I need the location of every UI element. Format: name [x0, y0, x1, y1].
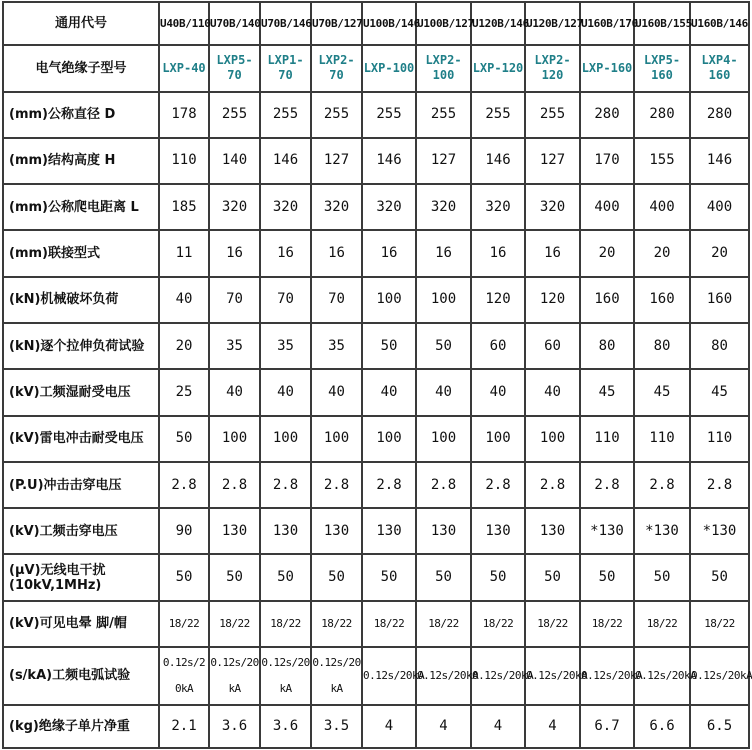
value-cell: 16	[416, 230, 471, 276]
value-cell: 60	[525, 323, 580, 369]
value-cell: 6.5	[690, 705, 749, 748]
value-cell: 320	[260, 184, 311, 230]
value-cell: 255	[209, 92, 260, 138]
value-cell: 50	[634, 554, 690, 600]
value-cell: 146	[362, 138, 416, 184]
spec-row	[3, 138, 749, 184]
value-cell: 50	[416, 554, 471, 600]
value-cell: 130	[416, 508, 471, 554]
model-cell: LXP-100	[362, 45, 416, 91]
value-cell: 40	[209, 369, 260, 415]
value-cell: 155	[634, 138, 690, 184]
value-cell: 130	[471, 508, 525, 554]
value-cell: 110	[634, 416, 690, 462]
value-cell: 0.12s/20kA	[209, 647, 260, 705]
value-cell: 18/22	[525, 601, 580, 647]
value-cell: 0.12s/20kA	[416, 647, 471, 705]
param-label: (P.U)冲击击穿电压	[3, 462, 159, 508]
value-cell: 110	[580, 416, 634, 462]
value-cell: 0.12s/20kA	[159, 647, 209, 705]
value-cell: 146	[690, 138, 749, 184]
value-cell: 50	[690, 554, 749, 600]
value-cell: 20	[690, 230, 749, 276]
spec-row	[3, 601, 749, 647]
value-cell: 100	[311, 416, 362, 462]
value-cell: 320	[362, 184, 416, 230]
type-code-cell: U160B/146	[690, 2, 749, 45]
value-cell: 16	[471, 230, 525, 276]
value-cell: 178	[159, 92, 209, 138]
value-cell: 18/22	[690, 601, 749, 647]
param-label: (kV)可见电晕 脚/帽	[3, 601, 159, 647]
value-cell: 25	[159, 369, 209, 415]
value-cell: 0.12s/20kA	[471, 647, 525, 705]
model-cell: LXP-40	[159, 45, 209, 91]
value-cell: 320	[471, 184, 525, 230]
value-cell: 50	[416, 323, 471, 369]
value-cell: 130	[362, 508, 416, 554]
param-label: (kV)工频击穿电压	[3, 508, 159, 554]
value-cell: 2.8	[580, 462, 634, 508]
value-cell: 50	[525, 554, 580, 600]
value-cell: 45	[690, 369, 749, 415]
header-label: 通用代号	[3, 2, 159, 45]
spec-row	[3, 508, 749, 554]
spec-row	[3, 92, 749, 138]
value-cell: 18/22	[634, 601, 690, 647]
type-code-cell: U70B/146	[260, 2, 311, 45]
value-cell: 70	[209, 277, 260, 323]
value-cell: 16	[362, 230, 416, 276]
value-cell: 160	[690, 277, 749, 323]
value-cell: 45	[580, 369, 634, 415]
value-cell: 120	[525, 277, 580, 323]
value-cell: 0.12s/20kA	[580, 647, 634, 705]
type-code-cell: U160B/155	[634, 2, 690, 45]
header-row	[3, 2, 749, 45]
value-cell: 2.8	[525, 462, 580, 508]
model-cell: LXP-160	[580, 45, 634, 91]
value-cell: 110	[690, 416, 749, 462]
value-cell: 4	[525, 705, 580, 748]
value-cell: 90	[159, 508, 209, 554]
value-cell: 140	[209, 138, 260, 184]
value-cell: 320	[525, 184, 580, 230]
value-cell: 80	[690, 323, 749, 369]
value-cell: 18/22	[311, 601, 362, 647]
value-cell: 130	[260, 508, 311, 554]
param-label: (kV)雷电冲击耐受电压	[3, 416, 159, 462]
value-cell: 50	[362, 554, 416, 600]
value-cell: 3.6	[260, 705, 311, 748]
value-cell: 400	[690, 184, 749, 230]
value-cell: 130	[525, 508, 580, 554]
value-cell: 255	[416, 92, 471, 138]
value-cell: 100	[471, 416, 525, 462]
value-cell: 18/22	[580, 601, 634, 647]
value-cell: 40	[471, 369, 525, 415]
type-code-cell: U100B/127	[416, 2, 471, 45]
value-cell: 6.7	[580, 705, 634, 748]
value-cell: 127	[416, 138, 471, 184]
value-cell: 50	[362, 323, 416, 369]
value-cell: 50	[580, 554, 634, 600]
value-cell: 2.8	[471, 462, 525, 508]
value-cell: *130	[580, 508, 634, 554]
value-cell: 127	[311, 138, 362, 184]
type-code-cell: U120B/146	[471, 2, 525, 45]
value-cell: 320	[311, 184, 362, 230]
value-cell: 280	[690, 92, 749, 138]
model-cell: LXP-120	[471, 45, 525, 91]
value-cell: 50	[209, 554, 260, 600]
value-cell: 127	[525, 138, 580, 184]
value-cell: 130	[311, 508, 362, 554]
spec-row	[3, 462, 749, 508]
model-cell: LXP4-160	[690, 45, 749, 91]
model-row-label: 电气绝缘子型号	[3, 45, 159, 91]
value-cell: 70	[260, 277, 311, 323]
value-cell: 400	[634, 184, 690, 230]
value-cell: 100	[362, 416, 416, 462]
param-label: (mm)结构高度 H	[3, 138, 159, 184]
value-cell: 80	[580, 323, 634, 369]
model-cell: LXP5-160	[634, 45, 690, 91]
value-cell: 400	[580, 184, 634, 230]
value-cell: 35	[311, 323, 362, 369]
value-cell: 35	[209, 323, 260, 369]
value-cell: 40	[416, 369, 471, 415]
value-cell: 18/22	[260, 601, 311, 647]
value-cell: 185	[159, 184, 209, 230]
value-cell: 40	[159, 277, 209, 323]
value-cell: 280	[580, 92, 634, 138]
value-cell: 100	[416, 416, 471, 462]
value-cell: 2.8	[159, 462, 209, 508]
model-cell: LXP2-120	[525, 45, 580, 91]
value-cell: 40	[311, 369, 362, 415]
value-cell: 40	[362, 369, 416, 415]
arc-test-row	[3, 647, 749, 705]
value-cell: 20	[580, 230, 634, 276]
value-cell: 255	[362, 92, 416, 138]
value-cell: 255	[311, 92, 362, 138]
value-cell: 11	[159, 230, 209, 276]
value-cell: 146	[260, 138, 311, 184]
value-cell: 120	[471, 277, 525, 323]
value-cell: 280	[634, 92, 690, 138]
value-cell: 16	[311, 230, 362, 276]
value-cell: 110	[159, 138, 209, 184]
value-cell: 16	[260, 230, 311, 276]
value-cell: 0.12s/20kA	[690, 647, 749, 705]
value-cell: 18/22	[209, 601, 260, 647]
value-cell: 50	[260, 554, 311, 600]
type-code-cell: U120B/127	[525, 2, 580, 45]
param-label: (mm)联接型式	[3, 230, 159, 276]
value-cell: 100	[525, 416, 580, 462]
value-cell: 40	[525, 369, 580, 415]
value-cell: 0.12s/20kA	[634, 647, 690, 705]
param-label: (kg)绝缘子单片净重	[3, 705, 159, 748]
value-cell: 0.12s/20kA	[311, 647, 362, 705]
value-cell: 2.8	[690, 462, 749, 508]
value-cell: 2.8	[416, 462, 471, 508]
value-cell: 20	[634, 230, 690, 276]
value-cell: 160	[634, 277, 690, 323]
value-cell: 160	[580, 277, 634, 323]
value-cell: 18/22	[471, 601, 525, 647]
model-cell: LXP2-70	[311, 45, 362, 91]
param-label: (mm)公称直径 D	[3, 92, 159, 138]
param-label: (kN)机械破坏负荷	[3, 277, 159, 323]
param-label: (s/kA)工频电弧试验	[3, 647, 159, 705]
value-cell: 16	[525, 230, 580, 276]
value-cell: 2.8	[362, 462, 416, 508]
param-label: (kV)工频湿耐受电压	[3, 369, 159, 415]
value-cell: 255	[525, 92, 580, 138]
weight-row	[3, 705, 749, 748]
value-cell: 20	[159, 323, 209, 369]
value-cell: *130	[634, 508, 690, 554]
value-cell: 255	[260, 92, 311, 138]
type-code-cell: U40B/110	[159, 2, 209, 45]
value-cell: 18/22	[416, 601, 471, 647]
spec-row	[3, 184, 749, 230]
value-cell: 0.12s/20kA	[362, 647, 416, 705]
insulator-spec-table	[2, 1, 750, 749]
value-cell: 40	[260, 369, 311, 415]
value-cell: 2.1	[159, 705, 209, 748]
spec-row	[3, 277, 749, 323]
type-code-cell: U160B/170	[580, 2, 634, 45]
spec-row	[3, 230, 749, 276]
spec-row	[3, 323, 749, 369]
value-cell: 45	[634, 369, 690, 415]
value-cell: 320	[209, 184, 260, 230]
value-cell: 100	[416, 277, 471, 323]
value-cell: 130	[209, 508, 260, 554]
value-cell: 0.12s/20kA	[260, 647, 311, 705]
type-code-cell: U70B/140	[209, 2, 260, 45]
value-cell: 80	[634, 323, 690, 369]
value-cell: 60	[471, 323, 525, 369]
value-cell: 255	[471, 92, 525, 138]
value-cell: 4	[362, 705, 416, 748]
value-cell: 18/22	[362, 601, 416, 647]
value-cell: 50	[159, 416, 209, 462]
value-cell: 50	[159, 554, 209, 600]
value-cell: 16	[209, 230, 260, 276]
value-cell: 0.12s/20kA	[525, 647, 580, 705]
model-cell: LXP2-100	[416, 45, 471, 91]
value-cell: 6.6	[634, 705, 690, 748]
type-code-cell: U70B/127	[311, 2, 362, 45]
type-code-cell: U100B/146	[362, 2, 416, 45]
value-cell: 3.6	[209, 705, 260, 748]
value-cell: 2.8	[634, 462, 690, 508]
param-label: (mm)公称爬电距离 L	[3, 184, 159, 230]
spec-row	[3, 369, 749, 415]
value-cell: 70	[311, 277, 362, 323]
value-cell: 146	[471, 138, 525, 184]
param-label: (μV)无线电干扰 (10kV,1MHz)	[3, 554, 159, 600]
value-cell: 4	[471, 705, 525, 748]
param-label: (kN)逐个拉伸负荷试验	[3, 323, 159, 369]
value-cell: 3.5	[311, 705, 362, 748]
value-cell: 2.8	[260, 462, 311, 508]
value-cell: 170	[580, 138, 634, 184]
value-cell: 320	[416, 184, 471, 230]
value-cell: 18/22	[159, 601, 209, 647]
value-cell: *130	[690, 508, 749, 554]
model-cell: LXP1-70	[260, 45, 311, 91]
value-cell: 50	[471, 554, 525, 600]
value-cell: 100	[209, 416, 260, 462]
value-cell: 2.8	[209, 462, 260, 508]
value-cell: 2.8	[311, 462, 362, 508]
value-cell: 4	[416, 705, 471, 748]
value-cell: 100	[362, 277, 416, 323]
model-cell: LXP5-70	[209, 45, 260, 91]
spec-row	[3, 416, 749, 462]
spec-row	[3, 554, 749, 600]
model-row	[3, 45, 749, 91]
value-cell: 50	[311, 554, 362, 600]
value-cell: 100	[260, 416, 311, 462]
value-cell: 35	[260, 323, 311, 369]
